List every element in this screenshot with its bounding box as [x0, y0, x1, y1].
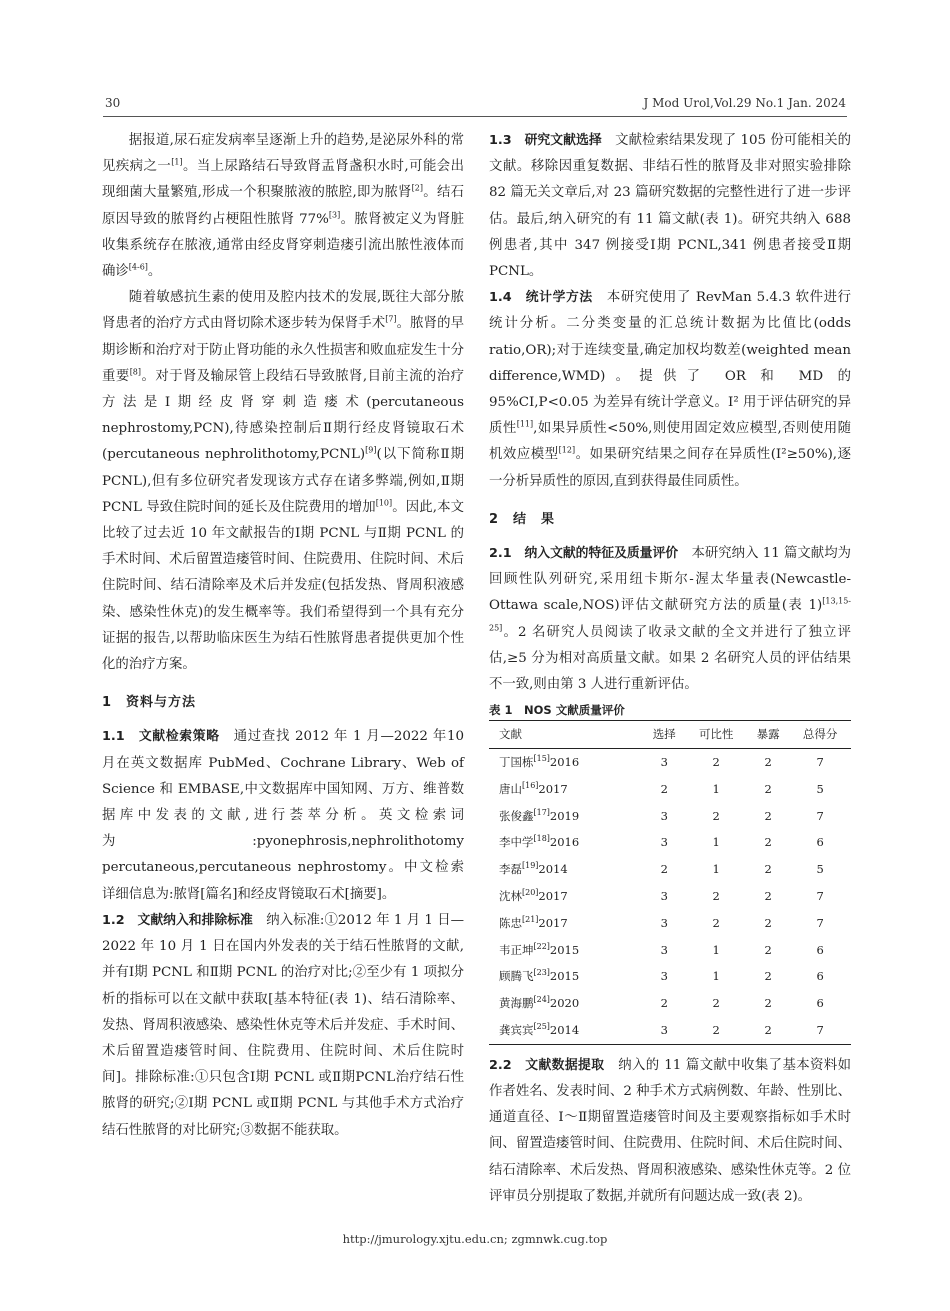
cell-comparability: 1: [712, 862, 720, 877]
citation-ref: [7]: [385, 314, 397, 324]
cell-selection: 3: [660, 889, 668, 904]
cell-comparability: 1: [712, 781, 720, 796]
study-year: 2017: [538, 915, 568, 930]
text-run: 随着敏感抗生素的使用及腔内技术的发展,既往大部分脓肾患者的治疗方式由肾切除术逐步转为保肾手术: [102, 290, 464, 332]
left-column: [102, 128, 464, 1144]
section-1-3: [489, 128, 851, 285]
col-header-total: 总得分: [802, 727, 838, 742]
citation-ref: [10]: [375, 498, 393, 508]
col-header-selection: 选择: [652, 727, 676, 742]
cell-study: [489, 963, 643, 990]
cell-exposure: 2: [764, 915, 772, 930]
section-1-1-title: 1.1 文献检索策略: [102, 729, 220, 745]
cell-exposure: 2: [764, 1023, 772, 1038]
cell-total: 7: [816, 1023, 824, 1038]
citation-ref: [22]: [533, 941, 550, 951]
cell-total: 6: [816, 969, 824, 984]
cell-study: [489, 1017, 643, 1044]
cell-selection: 3: [660, 808, 668, 823]
study-author: 唐山: [499, 781, 522, 796]
table-row: [489, 749, 851, 776]
study-author: 丁国栋: [499, 755, 534, 770]
section-2-1: [489, 541, 851, 698]
cell-study: [489, 749, 643, 776]
table-row: [489, 990, 851, 1017]
table-row: [489, 883, 851, 910]
citation-ref: [9]: [365, 445, 377, 455]
cell-selection: 3: [660, 755, 668, 770]
citation-ref: [16]: [522, 781, 539, 791]
cell-selection: 3: [660, 835, 668, 850]
study-year: 2017: [538, 889, 568, 904]
cell-selection: 2: [660, 781, 668, 796]
cell-study: [489, 910, 643, 937]
section-1-4-title: 1.4 统计学方法: [489, 290, 593, 306]
cell-selection: 2: [660, 862, 668, 877]
cell-comparability: 2: [712, 996, 720, 1011]
citation-ref: [21]: [522, 915, 539, 925]
study-author: 韦正坤: [499, 942, 534, 957]
section-1-3-title: 1.3 研究文献选择: [489, 133, 602, 148]
cell-total: 5: [816, 781, 824, 796]
study-author: 黄海鹏: [499, 996, 534, 1011]
text-run: 据报道,尿石症发病率呈逐渐上升的趋势,是泌尿外科的常见疾病之一: [102, 133, 464, 175]
intro-paragraph-2: [102, 285, 464, 678]
citation-ref: [23]: [533, 968, 550, 978]
section-2-2-text: 纳入的 11 篇文献中收集了基本资料如作者姓名、发表时间、2 种手术方式病例数、年龄、性别比、通道直径、Ⅰ～Ⅱ期留置造瘘管时间及主要观察指标如手术时间、留置造瘘管时间、住院费用、住院时间、术后住院时间、结石清除率、术后发热、肾周积液感染、感染性休克等。2 位评审员分别提取了数据,并就所有问题达成一致(表 2)。: [489, 1057, 851, 1204]
citation-ref: [4-6]: [128, 262, 148, 272]
cell-total: 7: [816, 915, 824, 930]
header-rule: [103, 116, 847, 117]
cell-exposure: 2: [764, 862, 772, 877]
section-heading-results: 2 结 果: [489, 511, 556, 527]
section-2-1-title: 2.1 纳入文献的特征及质量评价: [489, 546, 679, 562]
study-year: 2014: [549, 1023, 580, 1038]
study-year: 2016: [549, 835, 580, 850]
text-run: 本研究纳入 11 篇文献均为回顾性队列研究,采用纽卡斯尔-渥太华量表(Newcastle-Ottawa scale,NOS)评估文献研究方法的质量(表 1): [489, 546, 851, 614]
cell-comparability: 1: [712, 969, 720, 984]
table-row: [489, 963, 851, 990]
study-year: 2014: [538, 862, 568, 877]
citation-ref: [24]: [533, 995, 550, 1005]
section-1-1-text: 通过查找 2012 年 1 月—2022 年10 月在英文数据库 PubMed、Cochrane Library、Web of Science 和 EMBASE,中文数据库中国知网、万方、维普数据库中发表的文献,进行荟萃分析。英文检索词为:pyonephrosis,nephrolithotomy percutaneous,percutaneous nephrostomy。中文检索详细信息为:脓肾[篇名]和经皮肾镜取石术[摘要]。: [102, 729, 464, 902]
cell-study: [489, 937, 643, 964]
text-run: 本研究使用了 RevMan 5.4.3 软件进行统计分析。二分类变量的汇总统计数据为比值比(odds ratio,OR);对于连续变量,确定加权均数差(weighted mean difference,WMD)。提供了 OR 和 MD 的 95%CI,P<0.05 为差异有统计学意义。I² 用于评估研究的异质性: [489, 290, 852, 437]
cell-total: 7: [816, 808, 824, 823]
citation-ref: [20]: [522, 888, 539, 898]
study-year: 2016: [549, 755, 580, 770]
text-run: 。: [147, 264, 162, 280]
cell-exposure: 2: [764, 889, 772, 904]
study-author: 陈忠: [499, 915, 522, 930]
study-author: 李磊: [499, 862, 522, 877]
cell-exposure: 2: [764, 996, 772, 1011]
col-header-exposure: 暴露: [756, 727, 780, 742]
study-author: 张俊鑫: [499, 808, 534, 823]
text-run: 。当上尿路结石导致肾盂肾盏积水时,可能会出现细菌大量繁殖,形成一个积聚脓液的脓腔,即为脓肾: [102, 159, 465, 201]
cell-comparability: 2: [712, 1023, 720, 1038]
table-row: [489, 776, 851, 803]
cell-total: 5: [816, 862, 824, 877]
section-1-2: [102, 908, 464, 1144]
cell-comparability: 2: [712, 755, 720, 770]
citation-ref: [17]: [533, 807, 550, 817]
text-run: 。对于肾及输尿管上段结石导致脓肾,目前主流的治疗方法是Ⅰ期经皮肾穿刺造瘘术(percutaneous nephrostomy,PCN),待感染控制后Ⅱ期行经皮肾镜取石术(percutaneous nephrolithotomy,PCNL): [102, 368, 465, 463]
citation-ref: [13,15-25]: [489, 596, 851, 633]
section-2-1-text: [489, 546, 851, 692]
table-row: [489, 829, 851, 856]
cell-comparability: 2: [712, 915, 720, 930]
citation-ref: [8]: [129, 367, 142, 377]
journal-header: J Mod Urol,Vol.29 No.1 Jan. 2024: [643, 96, 846, 110]
cell-exposure: 2: [764, 808, 772, 823]
cell-comparability: 1: [712, 835, 720, 850]
table-caption: 表 1 NOS 文献质量评价: [489, 703, 625, 718]
table-header-row: [489, 721, 851, 749]
table-row: [489, 856, 851, 883]
citation-ref: [11]: [516, 419, 534, 429]
text-run: 。结石原因导致的脓肾约占梗阻性脓肾 77%: [102, 185, 465, 227]
footer-url: http://jmurology.xjtu.edu.cn; zgmnwk.cug.top: [342, 1232, 608, 1246]
text-run: 。因此,本文比较了过去近 10 年文献报告的Ⅰ期 PCNL 与Ⅱ期 PCNL 的手术时间、术后留置造瘘管时间、住院费用、住院时间、术后住院时间、结石清除率及术后并发症(包括发热、肾周积液感染、感染性休克)的发生概率等。我们希望得到一个具有充分证据的报告,以帮助临床医生为结石性脓肾患者提供更加个性化的治疗方案。: [102, 499, 464, 673]
cell-selection: 3: [660, 915, 668, 930]
section-1-2-title: 1.2 文献纳入和排除标准: [102, 912, 253, 928]
table-row: [489, 1017, 851, 1044]
section-1-4: [489, 285, 851, 495]
section-2-2-title: 2.2 文献数据提取: [489, 1057, 605, 1073]
text-run: ,如果异质性<50%,则使用固定效应模型,否则使用随机效应模型: [489, 421, 852, 463]
cell-selection: 2: [660, 996, 668, 1011]
table-row: [489, 803, 851, 830]
citation-ref: [1]: [171, 157, 183, 167]
section-2-2: [489, 1053, 851, 1210]
text-run: 。2 名研究人员阅读了收录文献的全文并进行了独立评估,≥5 分为相对高质量文献。如果 2 名研究人员的评估结果不一致,则由第 3 人进行重新评估。: [489, 624, 851, 693]
table-body: [489, 749, 851, 1045]
cell-study: [489, 803, 643, 830]
study-year: 2020: [549, 996, 580, 1011]
cell-study: [489, 990, 643, 1017]
section-1-4-text: [489, 290, 851, 488]
cell-study: [489, 883, 643, 910]
study-year: 2019: [549, 808, 580, 823]
table-row: [489, 937, 851, 964]
cell-comparability: 2: [712, 889, 720, 904]
cell-total: 6: [816, 942, 824, 957]
citation-ref: [12]: [558, 445, 576, 455]
cell-study: [489, 856, 643, 883]
text-run: 。脓肾被定义为肾脏收集系统存在脓液,通常由经皮肾穿刺造瘘引流出脓性液体而确诊: [102, 211, 464, 280]
cell-total: 6: [816, 996, 824, 1011]
col-header-comparability: 可比性: [698, 727, 734, 742]
cell-selection: 3: [660, 1023, 668, 1038]
citation-ref: [25]: [533, 1022, 550, 1032]
citation-ref: [15]: [533, 754, 550, 764]
table-row: [489, 910, 851, 937]
study-author: 龚宾宾: [499, 1023, 534, 1038]
cell-comparability: 2: [712, 808, 720, 823]
study-year: 2017: [538, 781, 568, 796]
cell-total: 6: [816, 835, 824, 850]
cell-selection: 3: [660, 969, 668, 984]
right-column: [489, 128, 851, 1210]
cell-comparability: 1: [712, 942, 720, 957]
text-run: (以下简称Ⅱ期 PCNL),但有多位研究者发现该方式存在诸多弊端,例如,Ⅱ期 PCNL 导致住院时间的延长及住院费用的增加: [102, 447, 464, 515]
citation-ref: [2]: [411, 183, 424, 193]
page-number: 30: [105, 96, 121, 110]
cell-study: [489, 829, 643, 856]
nos-quality-table: [489, 720, 851, 1045]
cell-exposure: 2: [764, 781, 772, 796]
cell-exposure: 2: [764, 835, 772, 850]
section-heading-methods: 1 资料与方法: [102, 695, 197, 711]
citation-ref: [19]: [522, 861, 539, 871]
cell-study: [489, 776, 643, 803]
text-run: 。脓肾的早期诊断和治疗对于防止肾功能的永久性损害和败血症发生十分重要: [102, 316, 465, 384]
citation-ref: [3]: [328, 210, 341, 220]
text-run: 。如果研究结果之间存在异质性(I²≥50%),逐一分析异质性的原因,直到获得最佳同质性。: [489, 447, 851, 489]
section-1-3-text: 文献检索结果发现了 105 份可能相关的文献。移除因重复数据、非结石性的脓肾及非对照实验排除 82 篇无关文章后,对 23 篇研究数据的完整性进行了进一步评估。最后,纳入研究的有 11 篇文献(表 1)。研究共纳入 688 例患者,其中 347 例接受Ⅰ期 PCNL,341 例患者接受Ⅱ期 PCNL。: [489, 133, 851, 280]
study-author: 沈林: [499, 889, 522, 904]
cell-exposure: 2: [764, 755, 772, 770]
cell-exposure: 2: [764, 969, 772, 984]
col-header-study: 文献: [499, 727, 522, 742]
study-year: 2015: [549, 942, 580, 957]
study-author: 李中学: [499, 835, 534, 850]
section-1-1: [102, 724, 464, 907]
cell-exposure: 2: [764, 942, 772, 957]
study-author: 顾腾飞: [499, 969, 534, 984]
study-year: 2015: [549, 969, 580, 984]
cell-total: 7: [816, 889, 824, 904]
citation-ref: [18]: [533, 834, 550, 844]
cell-selection: 3: [660, 942, 668, 957]
section-1-2-text: 纳入标准:①2012 年 1 月 1 日—2022 年 10 月 1 日在国内外发表的关于结石性脓肾的文献,并有Ⅰ期 PCNL 和Ⅱ期 PCNL 的治疗对比;②至少有 1 项拟分析的指标可以在文献中获取[基本特征(表 1)、结石清除率、发热、肾周积液感染、感染性休克等术后并发症、手术时间、术后留置造瘘管时间、住院费用、住院时间、术后住院时间]。排除标准:①只包含Ⅰ期 PCNL 或Ⅱ期PCNL治疗结石性脓肾的研究;②Ⅰ期 PCNL 或Ⅱ期 PCNL 与其他手术方式治疗结石性脓肾的对比研究;③数据不能获取。: [102, 912, 464, 1138]
intro-paragraph-1: [102, 128, 464, 285]
cell-total: 7: [816, 755, 824, 770]
